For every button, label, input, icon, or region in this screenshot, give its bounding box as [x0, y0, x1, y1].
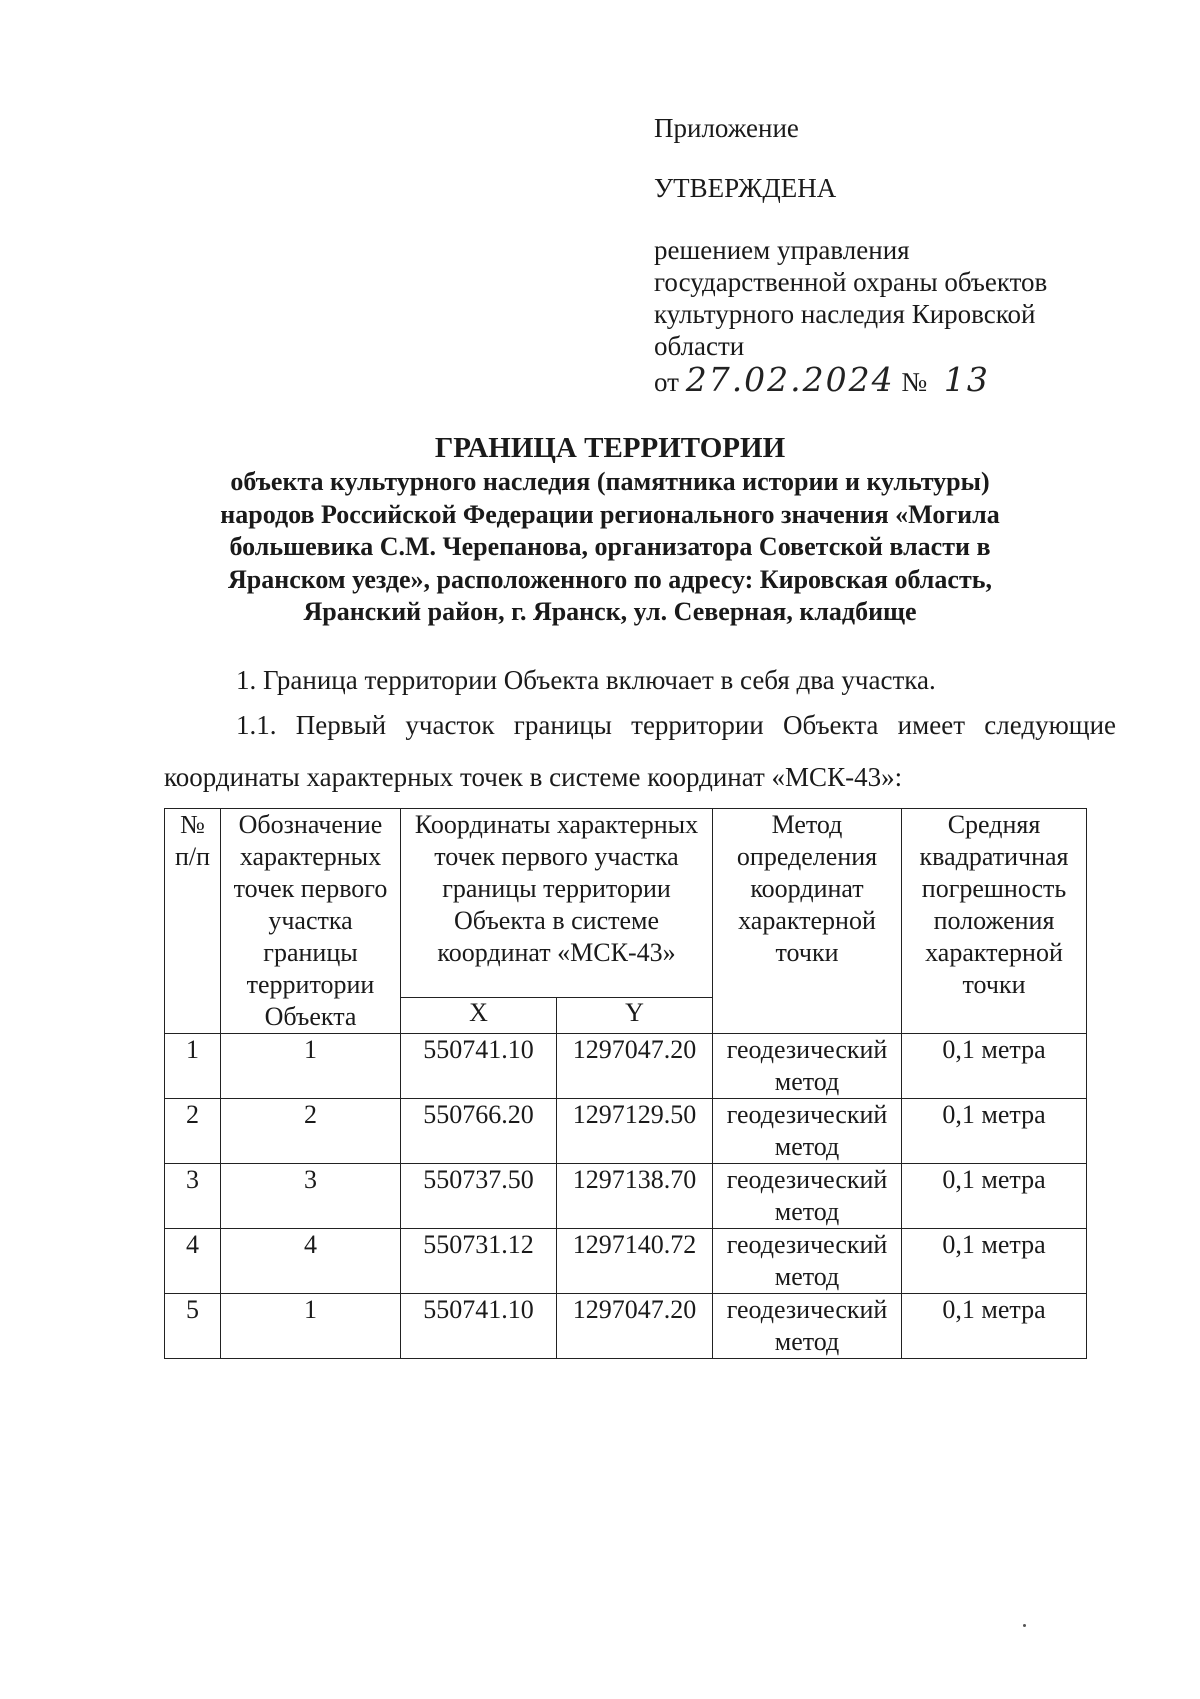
cell-x: 550731.12: [401, 1229, 557, 1294]
cell-method: геодезический метод: [713, 1164, 902, 1229]
document-title: [140, 430, 1080, 629]
table-row: [165, 1099, 1087, 1164]
cell-error: 0,1 метра: [902, 1099, 1087, 1164]
cell-point: 2: [221, 1099, 401, 1164]
title-line: Яранском уезде», расположенного по адресу: Кировская область,: [228, 564, 992, 594]
title-line: народов Российской Федерации регионального значения «Могила: [220, 499, 1000, 529]
table-row: [165, 1229, 1087, 1294]
authority-line: области: [654, 331, 745, 361]
table-row: [165, 1164, 1087, 1229]
cell-x: 550741.10: [401, 1034, 557, 1099]
cell-point: 1: [221, 1034, 401, 1099]
header-method: Метод определения координат характерной точки: [713, 809, 902, 1034]
header-num: № п/п: [165, 809, 221, 1034]
header-coordinates: Координаты характерных точек первого участка границы территории Объекта в системе координат «МСК-43»: [401, 809, 713, 998]
header-designation: Обозначение характерных точек первого участка границы территории Объекта: [221, 809, 401, 1034]
cell-error: 0,1 метра: [902, 1229, 1087, 1294]
table-row: [165, 1294, 1087, 1359]
handwritten-date: 27.02.2024: [685, 360, 895, 399]
table-header-row: [165, 809, 1087, 998]
cell-y: 1297140.72: [557, 1229, 713, 1294]
cell-error: 0,1 метра: [902, 1164, 1087, 1229]
paragraph-1-1: 1.1. Первый участок границы территории Объекта имеет следующие: [236, 710, 1116, 740]
cell-num: 4: [165, 1229, 221, 1294]
cell-error: 0,1 метра: [902, 1294, 1087, 1359]
handwritten-number: 13: [943, 360, 990, 399]
cell-x: 550737.50: [401, 1164, 557, 1229]
date-prefix: от: [654, 367, 679, 397]
cell-num: 2: [165, 1099, 221, 1164]
scan-speck: [1023, 1624, 1026, 1627]
header-x: X: [401, 997, 557, 1033]
header-error: Средняя квадратичная погрешность положения характерной точки: [902, 809, 1087, 1034]
title-line: большевика С.М. Черепанова, организатора Советской власти в: [229, 532, 991, 561]
cell-x: 550741.10: [401, 1294, 557, 1359]
title-main: ГРАНИЦА ТЕРРИТОРИИ: [434, 432, 786, 464]
cell-num: 5: [165, 1294, 221, 1359]
cell-method: геодезический метод: [713, 1229, 902, 1294]
title-line: объекта культурного наследия (памятника истории и культуры): [230, 467, 990, 496]
cell-method: геодезический метод: [713, 1099, 902, 1164]
cell-y: 1297047.20: [557, 1034, 713, 1099]
cell-point: 4: [221, 1229, 401, 1294]
cell-error: 0,1 метра: [902, 1034, 1087, 1099]
decision-date-row: [654, 360, 1134, 399]
coordinates-table: [164, 808, 1087, 1359]
cell-point: 1: [221, 1294, 401, 1359]
authority-line: культурного наследия Кировской: [654, 299, 1036, 329]
cell-point: 3: [221, 1164, 401, 1229]
number-prefix: №: [901, 367, 928, 397]
cell-num: 3: [165, 1164, 221, 1229]
cell-y: 1297138.70: [557, 1164, 713, 1229]
authority-line: решением управления: [654, 235, 910, 265]
cell-y: 1297047.20: [557, 1294, 713, 1359]
appendix-label: Приложение: [654, 113, 799, 143]
approved-label: УТВЕРЖДЕНА: [654, 173, 837, 203]
authority-line: государственной охраны объектов: [654, 267, 1048, 297]
appendix-header: [654, 112, 1134, 398]
header-y: Y: [557, 997, 713, 1033]
paragraph-1-1-continued: координаты характерных точек в системе координат «МСК-43»:: [164, 762, 903, 792]
table-row: [165, 1034, 1087, 1099]
cell-method: геодезический метод: [713, 1294, 902, 1359]
cell-y: 1297129.50: [557, 1099, 713, 1164]
title-line: Яранский район, г. Яранск, ул. Северная, кладбище: [303, 597, 917, 626]
cell-x: 550766.20: [401, 1099, 557, 1164]
cell-num: 1: [165, 1034, 221, 1099]
cell-method: геодезический метод: [713, 1034, 902, 1099]
paragraph-1: 1. Граница территории Объекта включает в себя два участка.: [236, 665, 936, 695]
